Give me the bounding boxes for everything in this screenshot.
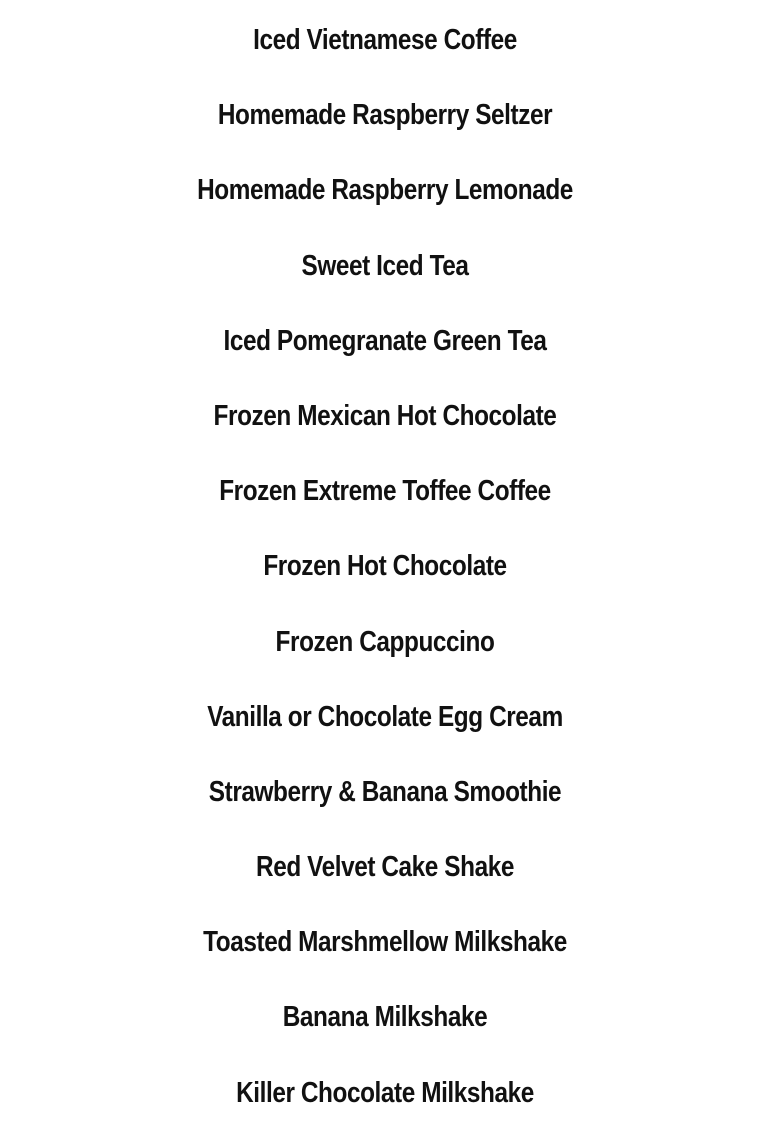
- menu-item: Iced Pomegranate Green Tea: [223, 324, 547, 357]
- menu-item: Red Velvet Cake Shake: [256, 851, 514, 884]
- menu-item: Frozen Mexican Hot Chocolate: [213, 399, 557, 432]
- menu-item: Killer Chocolate Milkshake: [236, 1076, 534, 1109]
- menu-item: Iced Vietnamese Coffee: [253, 24, 517, 56]
- menu-item: Frozen Hot Chocolate: [263, 550, 507, 583]
- menu-item: Vanilla or Chocolate Egg Cream: [207, 700, 563, 733]
- menu-item: Frozen Extreme Toffee Coffee: [219, 475, 551, 508]
- menu-item: Banana Milkshake: [282, 1001, 488, 1034]
- menu-item: Toasted Marshmellow Milkshake: [203, 926, 567, 959]
- menu-item: Homemade Raspberry Lemonade: [197, 174, 573, 207]
- menu-item: Strawberry & Banana Smoothie: [208, 775, 562, 808]
- menu-item: Sweet Iced Tea: [301, 249, 469, 282]
- menu-item: Frozen Cappuccino: [275, 625, 495, 658]
- menu-item: Homemade Raspberry Seltzer: [217, 99, 553, 132]
